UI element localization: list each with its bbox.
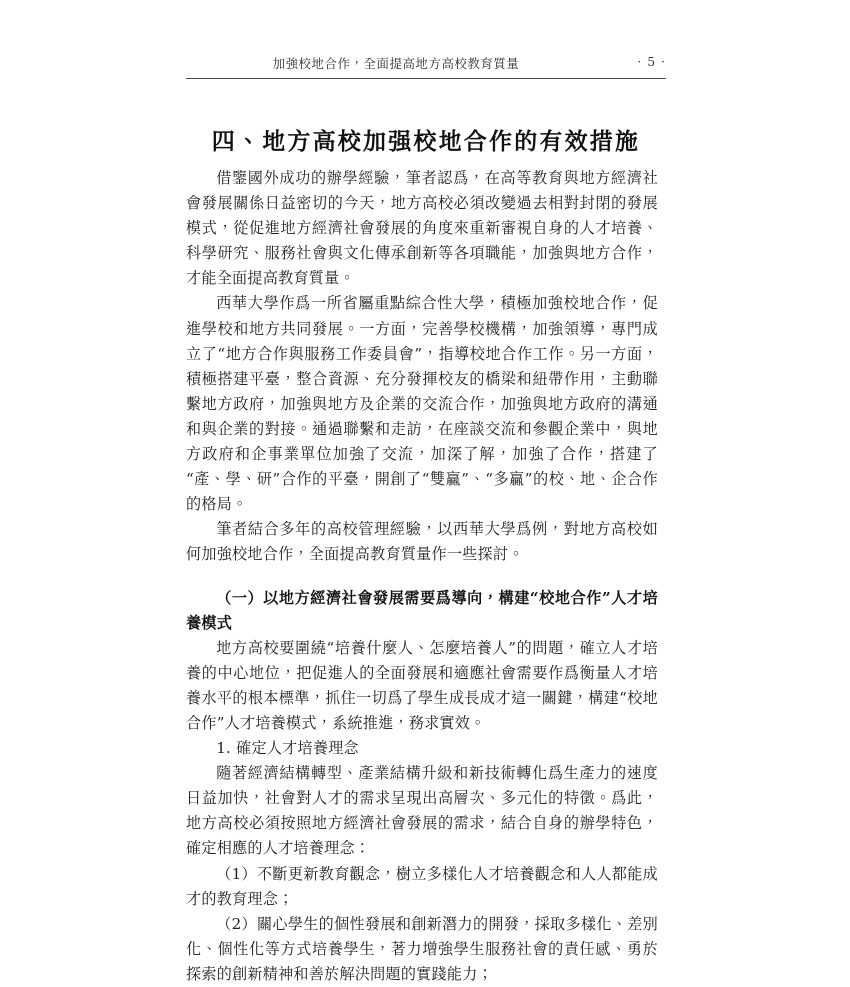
paragraph-1: 借鑒國外成功的辦學經驗，筆者認爲，在高等教育與地方經濟社會發展關係日益密切的今天，地方高校必須改變過去相對封閉的發展模式，從促進地方經濟社會發展的角度來重新審視自身的人才培養、科學研究、服務社會與文化傳承創新等各項職能，加強與地方合作，才能全面提高教育質量。	[186, 169, 658, 288]
running-head-title: 加強校地合作，全面提高地方高校教育質量	[272, 56, 520, 71]
paragraph-3: 筆者結合多年的高校管理經驗，以西華大學爲例，對地方高校如何加強校地合作，全面提高教育質量作一些探討。	[186, 520, 658, 564]
subsection-heading-1: （一）以地方經濟社會發展需要爲導向，構建“校地合作”人才培養模式	[186, 588, 658, 632]
page-number: · 5 ·	[637, 54, 666, 69]
subhead-spacer	[186, 568, 658, 586]
paragraph-2: 西華大學作爲一所省屬重點綜合性大學，積極加強校地合作，促進學校和地方共同發展。一方面，完善學校機構，加強領導，專門成立了“地方合作與服務工作委員會”，指導校地合作工作。另一方面，積極搭建平臺，整合資源、充分發揮校友的橋梁和紐帶作用，主動聯繫地方政府，加強與地方及企業的交流合作，加強與地方政府的溝通和與企業的對接。通過聯繫和走訪，在座談交流和參觀企業中，與地方政府和企事業單位加強了交流，加深了解，加強了合作，搭建了“產、學、研”合作的平臺，開創了“雙贏”、“多贏”的校、地、企合作的格局。	[186, 294, 658, 514]
list-item-1: （1）不斷更新教育觀念，樹立多樣化人才培養觀念和人人都能成才的教育理念；	[186, 864, 658, 908]
running-head	[186, 54, 666, 74]
numbered-heading-1: 1. 確定人才培養理念	[216, 739, 359, 758]
paragraph-4: 地方高校要圍繞“培養什麼人、怎麼培養人”的問題，確立人才培養的中心地位，把促進人的全面發展和適應社會需要作爲衡量人才培養水平的根本標準，抓住一切爲了學生成長成才這一關鍵，構建“校地合作”人才培養模式，系統推進，務求實效。	[186, 638, 658, 732]
header-rule	[186, 78, 666, 79]
list-item-2: （2）關心學生的個性發展和創新潛力的開發，採取多樣化、差別化、個性化等方式培養學生，著力增強學生服務社會的責任感、勇於探索的創新精神和善於解決問題的實踐能力；	[186, 914, 658, 983]
paragraph-5: 隨著經濟結構轉型、產業結構升級和新技術轉化爲生產力的速度日益加快，社會對人才的需求呈現出高層次、多元化的特徵。爲此，地方高校必須按照地方經濟社會發展的需求，結合自身的辦學特色，確定相應的人才培養理念：	[186, 764, 658, 858]
body-column	[186, 166, 658, 987]
section-title: 四、地方高校加强校地合作的有效措施	[211, 128, 641, 156]
